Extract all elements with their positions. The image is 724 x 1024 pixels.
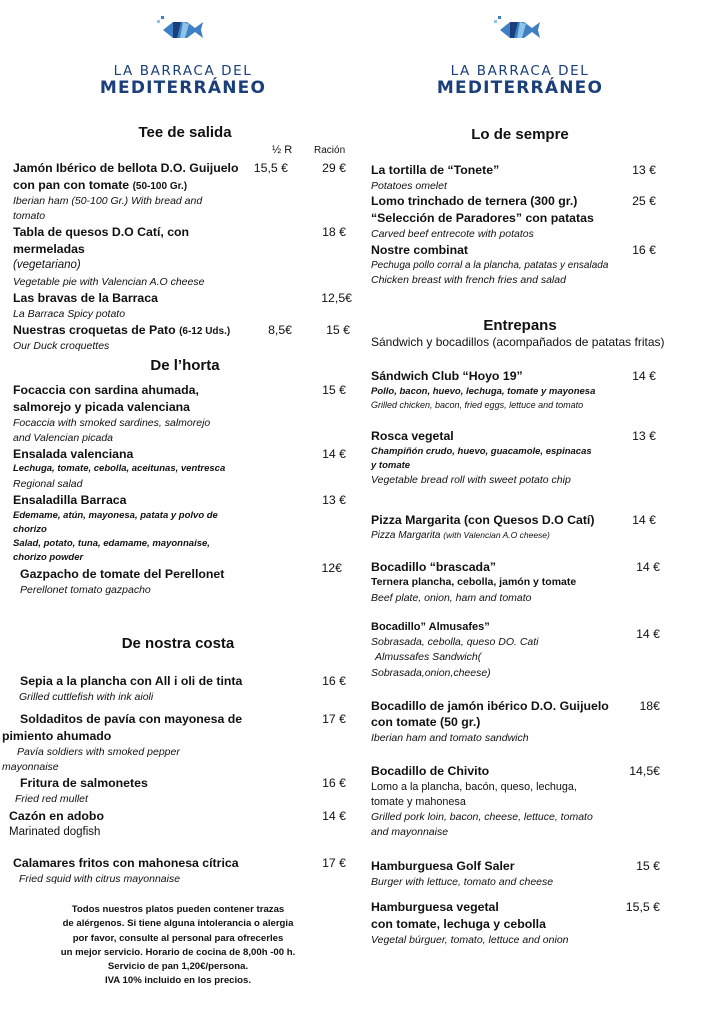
- section-title-entrepans: Entrepans: [483, 317, 557, 334]
- item-name: Bocadillo” Almusafes”: [371, 621, 490, 633]
- item-name: con tomate, lechuga y cebolla: [371, 917, 546, 931]
- item-name: Nuestras croquetas de Pato (6-12 Uds.): [13, 323, 231, 337]
- item-price: 14 €: [632, 513, 656, 527]
- item-price: 12€: [321, 561, 342, 575]
- item-price-half: 15,5 €: [253, 161, 288, 175]
- item-ingredients: Ternera plancha, cebolla, jamón y tomate: [371, 576, 577, 588]
- item-name: Jamón Ibérico de bellota D.O. Guijuelo: [13, 161, 239, 175]
- item-price: 13 €: [632, 429, 656, 443]
- item-desc: Vegetable pie with Valencian A.O cheese: [13, 276, 205, 288]
- fish-logo-icon: [490, 14, 550, 46]
- item-ingredients: Lechuga, tomate, cebolla, aceitunas, ventresca: [13, 463, 226, 474]
- brand-line2: MEDITERRÁNEO: [99, 78, 267, 98]
- logo-left: [93, 14, 273, 98]
- item-desc: Pavía soldiers with smoked pepper: [17, 746, 180, 758]
- item-price: 14,5€: [629, 764, 660, 778]
- fish-logo-icon: [153, 14, 213, 46]
- item-desc: Carved beef entrecote with potatos: [371, 228, 534, 240]
- note-line: un mejor servicio. Horario de cocina de 8,00h -00 h.: [60, 946, 296, 958]
- item-desc: Grilled cuttlefish with ink aioli: [19, 691, 154, 703]
- item-name: Sándwich Club “Hoyo 19”: [371, 369, 523, 383]
- item-name: Calamares fritos con mahonesa cítrica: [13, 856, 239, 870]
- item-price: 16 €: [632, 243, 656, 257]
- item-price: 17 €: [322, 712, 346, 726]
- item-name: Ensalada valenciana: [13, 447, 134, 461]
- item-desc: Potatoes omelet: [371, 180, 447, 192]
- item-price-half: 8,5€: [268, 323, 292, 337]
- item-desc: Almussafes Sandwich(: [375, 651, 482, 663]
- item-price: 13 €: [632, 163, 656, 177]
- item-price: 14 €: [322, 809, 346, 823]
- item-price: 15 €: [322, 383, 346, 397]
- note-line: Servicio de pan 1,20€/persona.: [107, 961, 249, 973]
- item-desc: La Barraca Spicy potato: [13, 308, 126, 320]
- item-desc: Regional salad: [13, 478, 83, 490]
- item-name: Bocadillo de jamón ibérico D.O. Guijuelo: [371, 699, 609, 713]
- item-name: Pizza Margarita (con Quesos D.O Catí): [371, 513, 595, 527]
- section-subtitle: Sándwich y bocadillos (acompañados de patatas fritas): [371, 335, 665, 349]
- item-desc: Beef plate, onion, ham and tomato: [371, 592, 532, 604]
- item-desc: Sobrasada, cebolla, queso DO. Cati: [371, 636, 539, 648]
- logo-right: [430, 14, 610, 98]
- item-price: 15 €: [326, 323, 350, 337]
- section-title-tee: Tee de salida: [138, 124, 232, 141]
- item-name: pimiento ahumado: [2, 729, 112, 743]
- item-price: 17 €: [322, 856, 346, 870]
- brand-line2: MEDITERRÁNEO: [436, 78, 604, 98]
- item-name: “Selección de Paradores” con patatas: [371, 211, 594, 225]
- item-name: Hamburguesa vegetal: [371, 900, 499, 914]
- item-name: Ensaladilla Barraca: [13, 493, 127, 507]
- item-name: Sepia a la plancha con All i oli de tinta: [20, 674, 243, 688]
- item-price: 15 €: [636, 859, 660, 873]
- item-price: 13 €: [322, 493, 346, 507]
- item-price: 18€: [639, 699, 660, 713]
- item-desc: Pizza Margarita (with Valencian A.O cheese): [371, 530, 550, 541]
- item-desc: and mayonnaise: [371, 826, 449, 838]
- item-name: mermeladas: [13, 242, 85, 256]
- item-ingredients: Edemame, atún, mayonesa, patata y polvo de: [13, 510, 218, 521]
- item-desc: Our Duck croquettes: [13, 340, 110, 352]
- brand-line1: LA BARRACA DEL: [450, 63, 590, 79]
- item-name: Hamburguesa Golf Saler: [371, 859, 515, 873]
- section-title-costa: De nostra costa: [121, 635, 235, 652]
- item-ingredients: Pollo, bacon, huevo, lechuga, tomate y mayonesa: [371, 386, 596, 397]
- item-name: con tomate (50 gr.): [371, 715, 481, 729]
- item-name: Lomo trinchado de ternera (300 gr.): [371, 194, 578, 208]
- item-price: 12,5€: [321, 291, 352, 305]
- item-price: 29 €: [322, 161, 346, 175]
- item-name: Gazpacho de tomate del Perellonet: [20, 567, 225, 581]
- item-name: Rosca vegetal: [371, 429, 454, 443]
- item-ingredients: Salad, potato, tuna, edamame, mayonnaise,: [13, 538, 210, 549]
- item-price: 16 €: [322, 776, 346, 790]
- item-name: Las bravas de la Barraca: [13, 291, 158, 305]
- item-price: 14 €: [636, 560, 660, 574]
- item-desc: tomato: [13, 210, 46, 222]
- item-desc: Grilled pork loin, bacon, cheese, lettuce, tomato: [371, 811, 593, 823]
- item-desc: mayonnaise: [2, 761, 59, 773]
- item-name: Nostre combinat: [371, 243, 469, 257]
- item-desc: Lomo a la plancha, bacón, queso, lechuga,: [371, 781, 577, 793]
- item-desc: Vegetable bread roll with sweet potato chip: [371, 474, 571, 486]
- item-name: salmorejo y picada valenciana: [13, 400, 191, 414]
- item-desc: Chicken breast with french fries and salad: [371, 274, 566, 286]
- item-desc: Sobrasada,onion,cheese): [371, 667, 491, 679]
- item-desc: Burger with lettuce, tomato and cheese: [371, 876, 554, 888]
- note-line: por favor, consulte al personal para ofrecerles: [72, 932, 284, 944]
- item-price: 14 €: [636, 627, 660, 641]
- item-name: con pan con tomate (50-100 Gr.): [13, 178, 188, 192]
- note-line: IVA 10% incluido en los precios.: [104, 975, 252, 987]
- item-desc: Grilled chicken, bacon, fried eggs, lettuce and tomato: [371, 400, 584, 410]
- item-name: Soldaditos de pavía con mayonesa de: [20, 712, 243, 726]
- item-desc: Fried red mullet: [15, 793, 88, 805]
- item-ingredients: chorizo powder: [13, 552, 84, 563]
- item-desc: and Valencian picada: [13, 432, 114, 444]
- item-desc: Iberian ham (50-100 Gr.) With bread and: [13, 195, 203, 207]
- item-price: 14 €: [632, 369, 656, 383]
- item-desc: tomate y mahonesa: [371, 796, 466, 808]
- item-desc: Fried squid with citrus mayonnaise: [19, 873, 181, 885]
- section-title-sempre: Lo de sempre: [471, 126, 569, 143]
- item-name: Focaccia con sardina ahumada,: [13, 383, 199, 397]
- item-ingredients: chorizo: [13, 524, 47, 535]
- item-ingredients: y tomate: [371, 460, 411, 471]
- note-line: de alérgenos. Si tiene alguna intolerancia o alergia: [62, 918, 294, 930]
- item-desc: Pechuga pollo corral a la plancha, patatas y ensalada: [371, 260, 609, 271]
- item-desc: Focaccia with smoked sardines, salmorejo: [13, 417, 211, 429]
- item-ingredients: Champiñón crudo, huevo, guacamole, espinacas: [371, 446, 592, 457]
- item-desc: Vegetal búrguer, tomato, lettuce and onion: [371, 934, 569, 946]
- item-desc: Marinated dogfish: [9, 826, 101, 838]
- item-name: Cazón en adobo: [9, 809, 104, 823]
- item-price: 16 €: [322, 674, 346, 688]
- brand-line1: LA BARRACA DEL: [113, 63, 253, 79]
- item-name: La tortilla de “Tonete”: [371, 163, 500, 177]
- note-line: Todos nuestros platos pueden contener trazas: [71, 904, 285, 915]
- item-name: Bocadillo de Chivito: [371, 764, 490, 778]
- item-price: 18 €: [322, 225, 346, 239]
- item-desc: (vegetariano): [13, 259, 81, 271]
- allergen-note: [30, 903, 326, 989]
- item-name: Fritura de salmonetes: [20, 776, 148, 790]
- item-desc: Iberian ham and tomato sandwich: [371, 732, 529, 744]
- section-title-horta: De l’horta: [150, 357, 220, 374]
- item-desc: Perellonet tomato gazpacho: [20, 584, 151, 596]
- col-ration: Ración: [314, 145, 346, 156]
- item-name: Bocadillo “brascada”: [371, 560, 497, 574]
- col-half-ration: ½ R: [272, 144, 293, 156]
- item-name: Tabla de quesos D.O Catí, con: [13, 225, 190, 239]
- item-price: 14 €: [322, 447, 346, 461]
- item-price: 25 €: [632, 194, 656, 208]
- item-price: 15,5 €: [625, 900, 660, 914]
